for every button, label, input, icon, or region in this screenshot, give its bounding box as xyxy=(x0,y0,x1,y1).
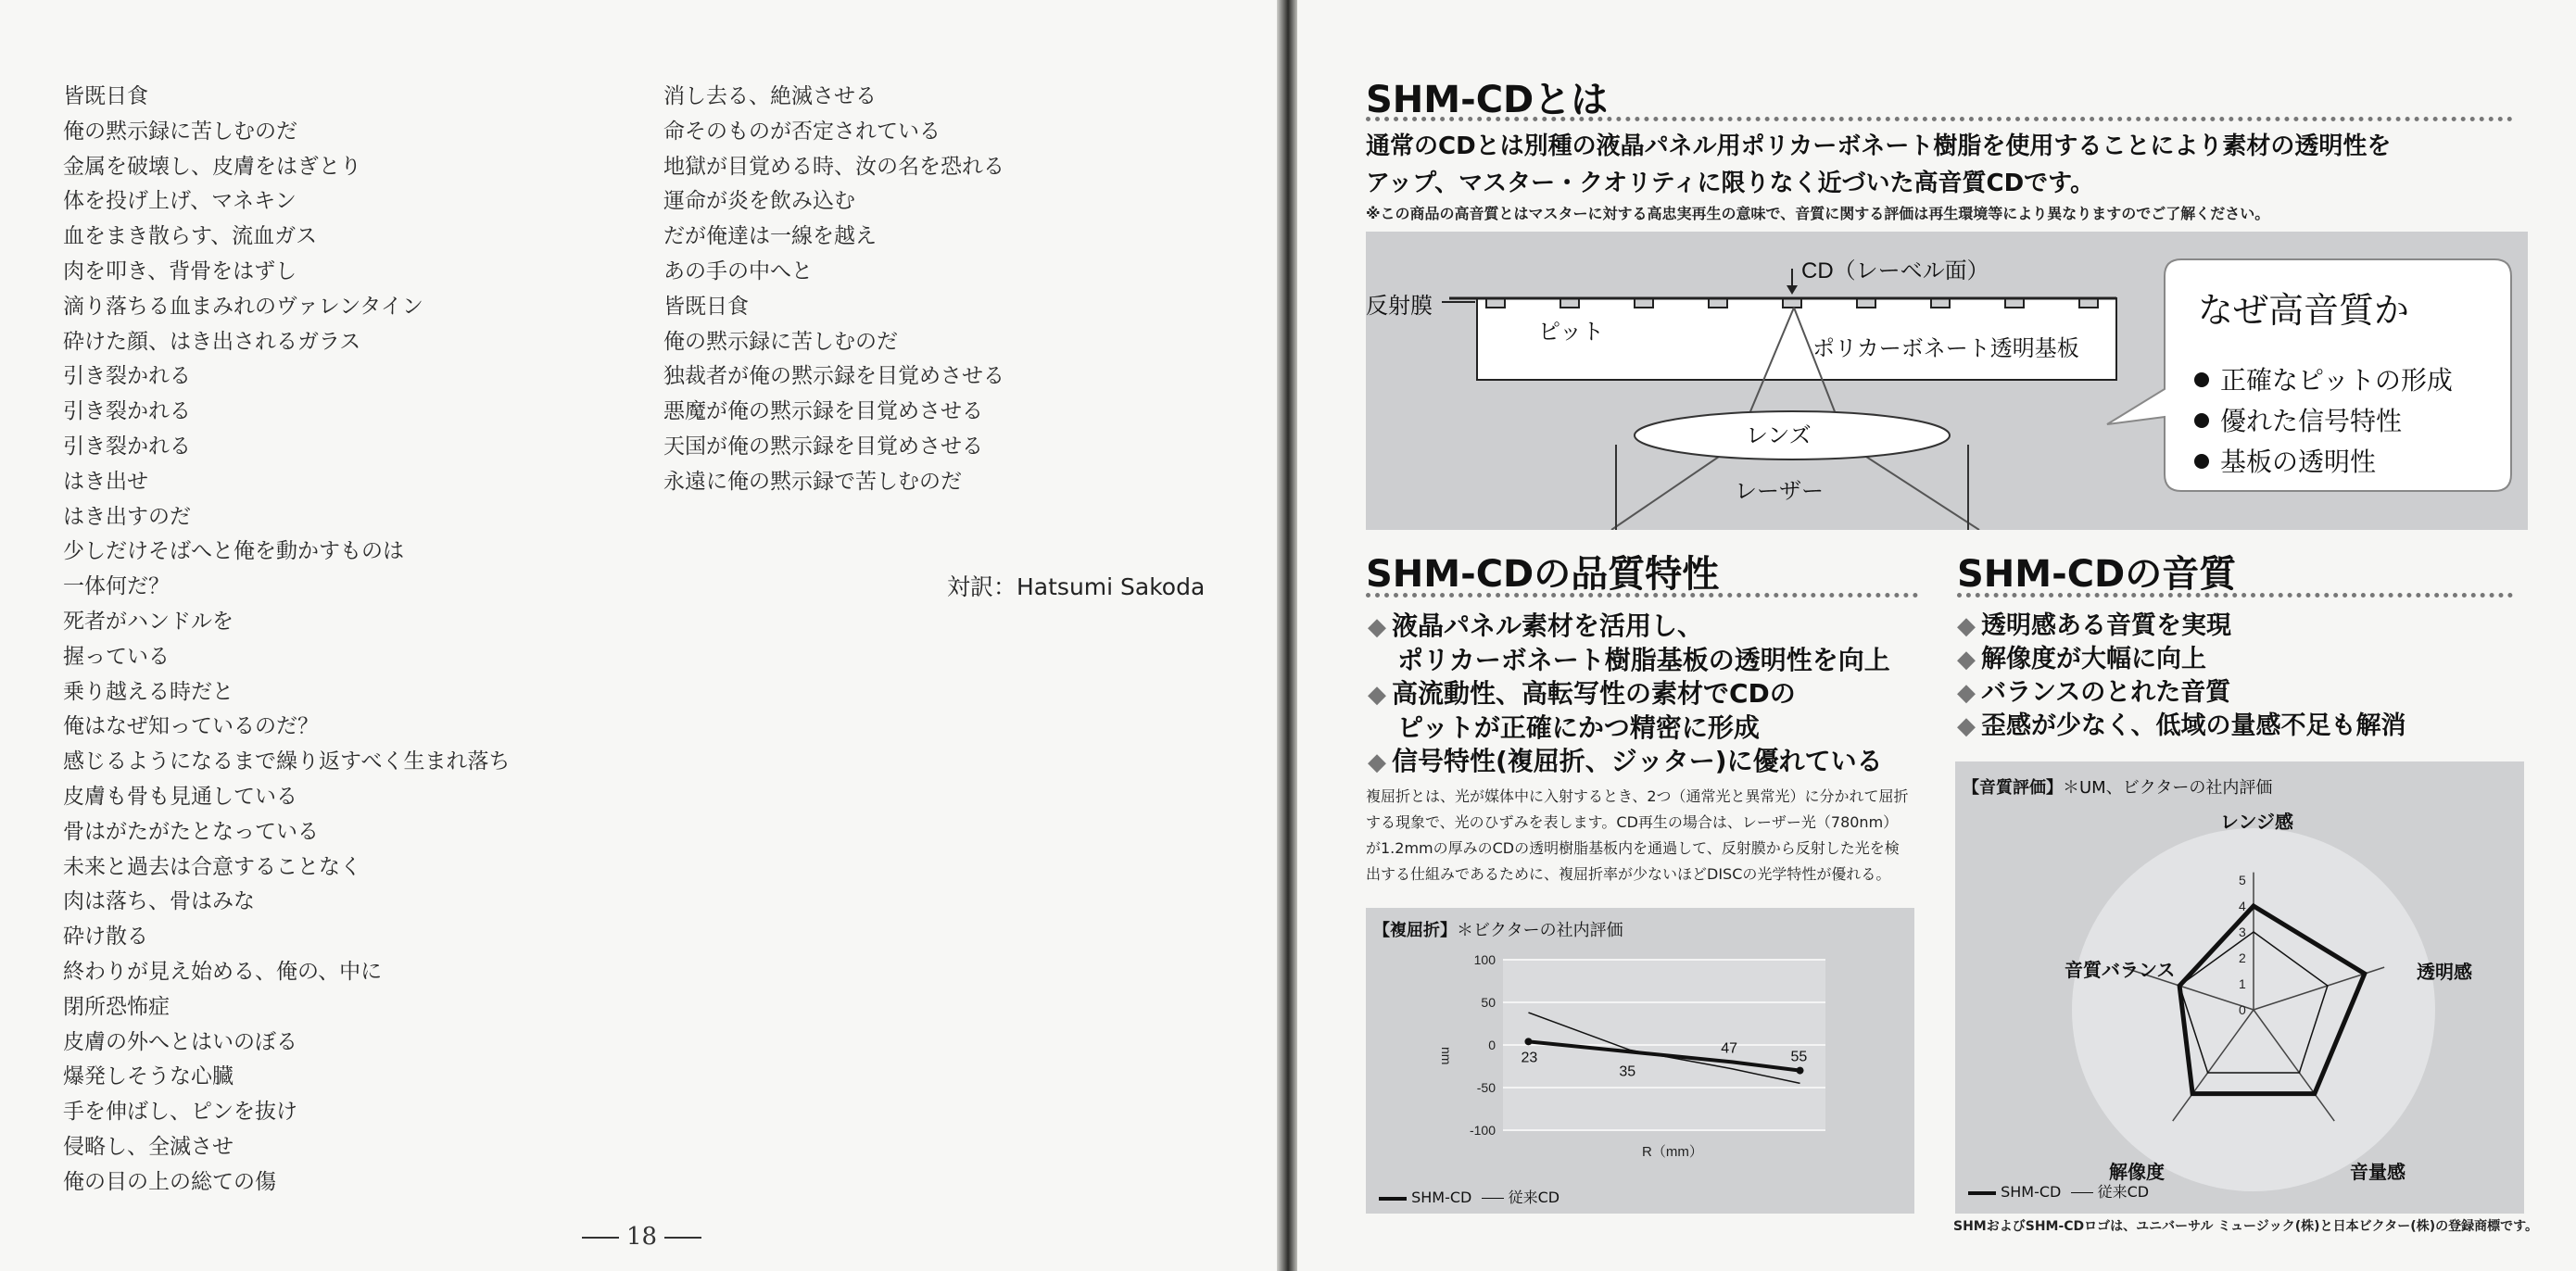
sound-list xyxy=(1957,610,2406,743)
radar-tick-label: 1 xyxy=(2239,976,2246,991)
radar-tick-label: 4 xyxy=(2239,899,2246,913)
birefringence-chart-box xyxy=(1366,908,1914,1214)
pit-label: ピット xyxy=(1538,320,1605,345)
x-data-label: 23 xyxy=(1521,1050,1538,1066)
substrate-label: ポリカーボネート透明基板 xyxy=(1812,336,2079,361)
y-tick-label: 0 xyxy=(1488,1038,1496,1052)
quality-item-text: 信号特性(複屈折、ジッター)に優れている xyxy=(1392,746,1883,776)
radar-axis-label: 解像度 xyxy=(2109,1163,2165,1183)
quality-item-cont: ピットが正確にかつ精密に形成 xyxy=(1397,712,1760,743)
quality-item-text: 液晶パネル素材を活用し、 xyxy=(1392,610,1704,641)
sound-item-text: バランスのとれた音質 xyxy=(1981,678,2231,707)
sound-radar-svg xyxy=(1955,761,2524,1214)
disclaimer-note: ※この商品の高音質とはマスターに対する高忠実再生の意味で、音質に関する評価は再生環境等により異なりますのでご了解ください。 xyxy=(1366,205,2270,222)
lyric-line: 体を投げ上げ、マネキン xyxy=(63,189,297,214)
callout-item: 正確なピットの形成 xyxy=(2220,366,2453,395)
page-number-value: 18 xyxy=(626,1223,658,1251)
lyric-line: 引き裂かれる xyxy=(63,434,191,459)
y-tick-label: 100 xyxy=(1473,952,1496,967)
lyric-line: 乗り越える時だと xyxy=(63,679,234,704)
lyric-line: 命そのものが否定されている xyxy=(663,119,941,144)
lead-line-2: アップ、マスター・クオリティに限りなく近づいた高音質CDです。 xyxy=(1366,170,2095,197)
lyric-line: 肉は落ち、骨はみな xyxy=(63,889,255,914)
lyric-line: 骨はがたがたとなっている xyxy=(63,819,319,844)
radar-tick-label: 5 xyxy=(2239,873,2246,887)
y-tick-label: -50 xyxy=(1476,1080,1496,1095)
lyric-line: 握っている xyxy=(63,644,170,669)
lyric-line: 爆発しそうな心臓 xyxy=(63,1064,234,1089)
legend-shm: SHM-CD xyxy=(1411,1189,1472,1206)
lyric-line: 俺の黙示録に苦しむのだ xyxy=(63,119,297,144)
lyric-line: 感じるようになるまで繰り返すべく生まれ落ち xyxy=(63,749,511,774)
quality-item-text: 高流動性、高転写性の素材でCDの xyxy=(1392,678,1796,709)
radar-tick-label: 2 xyxy=(2239,950,2246,965)
lyric-line: 皮膚も骨も見通している xyxy=(63,784,297,809)
birefringence-title-text: 【複屈折】 xyxy=(1373,921,1457,940)
lyric-line: 未来と過去は合意することなく xyxy=(63,854,361,879)
radar-axis-label: 音質バランス xyxy=(2065,961,2176,981)
data-point xyxy=(1524,1038,1532,1045)
lyric-line: 金属を破壊し、皮膚をはぎとり xyxy=(63,154,361,179)
birefringence-legend xyxy=(1379,1186,1559,1207)
lyric-line: だが俺達は一線を越え xyxy=(663,224,877,249)
x-data-label: 35 xyxy=(1619,1063,1636,1080)
legend-conventional: 従来CD xyxy=(1508,1189,1560,1206)
sound-item-text: 透明感ある音質を実現 xyxy=(1981,611,2231,640)
lyric-line: 引き裂かれる xyxy=(63,364,191,389)
lyric-line: 皆既日食 xyxy=(663,294,749,319)
reflective-label: 反射膜 xyxy=(1366,294,1433,319)
radar-axis-label: 音量感 xyxy=(2350,1163,2406,1183)
sound-item-text: 解像度が大幅に向上 xyxy=(1981,645,2206,673)
callout-title: なぜ高音質か xyxy=(2198,292,2410,331)
sound-item: ◆ 解像度が大幅に向上 xyxy=(1957,645,2206,673)
lyric-line: はき出すのだ xyxy=(63,504,191,529)
sound-chart-box xyxy=(1955,761,2524,1214)
y-tick-label: -100 xyxy=(1469,1123,1496,1138)
lyric-line: 砕けた顔、はき出されるガラス xyxy=(63,329,361,354)
radar-axis-label: 透明感 xyxy=(2417,963,2472,983)
sound-legend xyxy=(1968,1180,2149,1202)
callout-item: 基板の透明性 xyxy=(2220,447,2377,476)
lyric-line: 手を伸ばし、ピンを抜け xyxy=(63,1100,297,1125)
cd-structure-diagram xyxy=(1366,232,2528,530)
lyric-line: 独裁者が俺の黙示録を目覚めさせる xyxy=(663,364,1004,389)
birefringence-subtitle: ＊ビクターの社内評価 xyxy=(1457,921,1623,940)
lyric-line: 侵略し、全滅させ xyxy=(63,1134,234,1159)
lens-label: レンズ xyxy=(1746,423,1812,448)
lyrics-column-2 xyxy=(663,80,1004,500)
lyric-line: あの手の中へと xyxy=(663,258,813,283)
quality-item: ◆ 高流動性、高転写性の素材でCDの xyxy=(1368,678,1796,709)
lyric-line: 死者がハンドルを xyxy=(63,609,234,634)
quality-item: ◆ 液晶パネル素材を活用し、 xyxy=(1368,610,1704,641)
sound-item: ◆ 歪感が少なく、低域の量感不足も解消 xyxy=(1957,711,2406,740)
radar-axis-label: レンジ感 xyxy=(2220,812,2293,833)
callout-item: 優れた信号特性 xyxy=(2220,407,2403,435)
quality-item: ◆ 信号特性(複屈折、ジッター)に優れている xyxy=(1368,746,1883,776)
cd-label: CD（レーベル面） xyxy=(1801,258,1989,283)
lyric-line: 地獄が目覚める時、汝の名を恐れる xyxy=(663,154,1004,179)
sound-item: ◆ 透明感ある音質を実現 xyxy=(1957,611,2231,640)
legend-shm: SHM-CD xyxy=(2001,1183,2062,1201)
legend-conventional: 従来CD xyxy=(2097,1183,2150,1201)
lead-text xyxy=(1366,128,2391,202)
sound-divider xyxy=(1957,593,2513,598)
lyric-line: 終わりが見え始める、俺の、中に xyxy=(63,959,383,984)
y-tick-label: 50 xyxy=(1481,995,1496,1010)
lead-line-1: 通常のCDとは別種の液晶パネル用ポリカーボネート樹脂を使用することにより素材の透明性を xyxy=(1366,132,2392,160)
lyric-line: 血をまき散らす、流血ガス xyxy=(63,224,318,249)
lyric-line: 運命が炎を飲み込む xyxy=(663,189,855,214)
birefringence-chart-svg xyxy=(1366,908,1914,1214)
lyric-line: 俺はなぜ知っているのだ？ xyxy=(63,714,319,739)
quality-list xyxy=(1368,610,1890,779)
sound-title: SHM-CDの音質 xyxy=(1957,553,2237,596)
book-gutter xyxy=(1277,0,1297,1271)
lyric-line: 永遠に俺の黙示録で苦しむのだ xyxy=(663,469,962,494)
page-number xyxy=(575,1223,709,1251)
sound-title-text: 【音質評価】 xyxy=(1963,778,2063,798)
lyric-line: はき出せ xyxy=(63,469,148,494)
data-point xyxy=(1797,1067,1804,1075)
page-title: SHM-CDとは xyxy=(1366,79,1609,121)
lyric-line: 肉を叩き、背骨をはずし xyxy=(63,258,297,283)
radar-tick-label: 0 xyxy=(2239,1002,2246,1017)
lyric-line: 天国が俺の黙示録を目覚めさせる xyxy=(663,434,983,459)
quality-divider xyxy=(1366,593,1918,598)
lyric-line: 一体何だ？ xyxy=(63,574,170,599)
translator-credit: 対訳：Hatsumi Sakoda xyxy=(947,573,1206,600)
lyric-line: 砕け散る xyxy=(63,925,148,950)
trademark-footer: SHMおよびSHM-CDロゴは、ユニバーサル ミュージック(株)と日本ビクター(株)の登録商標です。 xyxy=(1953,1219,2538,1234)
x-data-label: 47 xyxy=(1721,1040,1738,1057)
quality-item-cont: ポリカーボネート樹脂基板の透明性を向上 xyxy=(1397,645,1890,675)
sound-subtitle: ＊UM、ビクターの社内評価 xyxy=(2063,778,2273,798)
left-page xyxy=(0,0,1277,1271)
cd-diagram-svg xyxy=(1366,232,2528,530)
lyric-line: 皮膚の外へとはいのぼる xyxy=(63,1029,297,1054)
lyric-line: 消し去る、絶滅させる xyxy=(663,84,877,108)
y-axis-label: nm xyxy=(1439,1047,1454,1065)
lyric-line: 滴り落ちる血まみれのヴァレンタイン xyxy=(63,294,423,319)
sound-item: ◆ バランスのとれた音質 xyxy=(1957,678,2231,707)
quality-title: SHM-CDの品質特性 xyxy=(1366,553,1720,596)
lyric-line: 少しだけそばへと俺を動かすものは xyxy=(63,539,404,564)
lyric-line: 俺の黙示録に苦しむのだ xyxy=(663,329,898,354)
lyric-line: 閉所恐怖症 xyxy=(63,994,170,1019)
sound-item-text: 歪感が少なく、低域の量感不足も解消 xyxy=(1981,711,2406,740)
lyric-line: 悪魔が俺の黙示録を目覚めさせる xyxy=(663,399,983,424)
lyrics-column-1 xyxy=(63,80,511,1201)
birefringence-paragraph: 複屈折とは、光が媒体中に入射するとき、2つ（通常光と異常光）に分かれて屈折する現象で、光のひずみを表します。CD再生の場合は、レーザー光（780nm）が1.2mmの厚みのCDの透明樹脂基板内を通過して、反射膜から反射した光を検出する仕組みであるために、複屈折率が少ないほどDISCの光学特性が優れる。 xyxy=(1366,787,1909,883)
title-divider xyxy=(1366,117,2513,121)
radar-tick-label: 3 xyxy=(2239,925,2246,939)
laser-label: レーザー xyxy=(1735,479,1824,504)
lyric-line: 皆既日食 xyxy=(63,84,148,108)
x-data-label: 55 xyxy=(1790,1049,1808,1065)
lyric-line: 引き裂かれる xyxy=(63,399,191,424)
lyric-line: 俺の目の上の総ての傷 xyxy=(63,1169,276,1194)
x-axis-label: R（mm） xyxy=(1642,1144,1703,1160)
